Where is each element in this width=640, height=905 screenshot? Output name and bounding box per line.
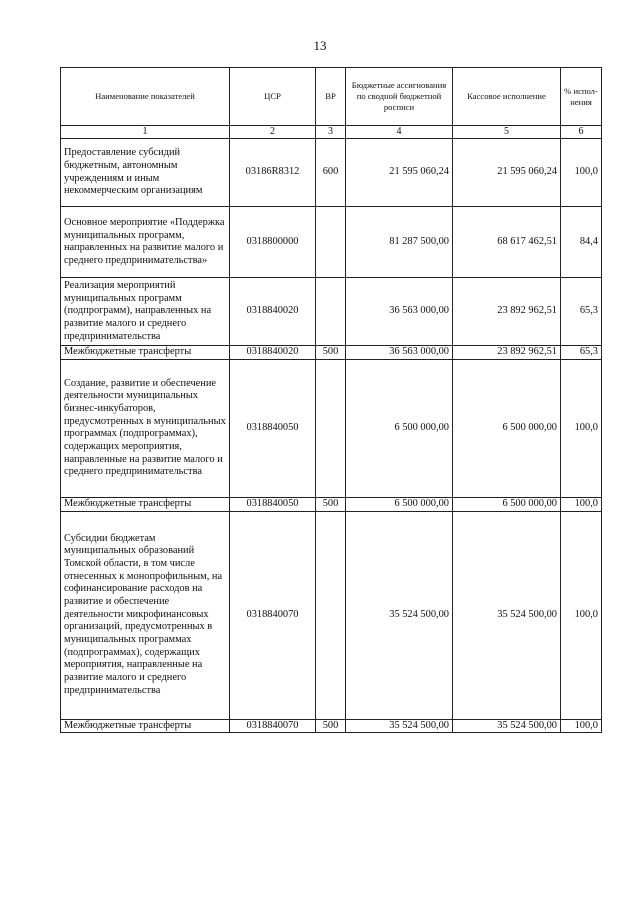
row-percent: 100,0	[561, 139, 602, 207]
row-vr	[316, 278, 346, 346]
budget-table	[60, 67, 602, 733]
row-allocation: 81 287 500,00	[346, 207, 453, 278]
column-number: 3	[316, 126, 346, 139]
header-row	[61, 68, 602, 126]
page-number: 13	[313, 38, 327, 53]
column-number: 6	[561, 126, 602, 139]
row-percent: 65,3	[561, 278, 602, 346]
row-name: Межбюджетные трансферты	[61, 497, 230, 511]
row-allocation: 6 500 000,00	[346, 497, 453, 511]
row-vr: 600	[316, 139, 346, 207]
row-cash-execution: 6 500 000,00	[453, 497, 561, 511]
header-vr: ВР	[316, 68, 346, 126]
row-percent: 100,0	[561, 511, 602, 719]
row-name: Реализация мероприятий муниципальных программ (подпрограмм), направленных на развитие малого и среднего предпринимательства	[61, 278, 230, 346]
row-percent: 100,0	[561, 719, 602, 733]
row-csr: 0318840050	[230, 359, 316, 497]
column-number: 4	[346, 126, 453, 139]
row-percent: 100,0	[561, 497, 602, 511]
table-row	[61, 278, 602, 346]
table-row	[61, 497, 602, 511]
table-row	[61, 511, 602, 719]
table-row	[61, 719, 602, 733]
header-name: Наименование показателей	[61, 68, 230, 126]
column-number: 5	[453, 126, 561, 139]
table-row	[61, 346, 602, 360]
row-allocation: 35 524 500,00	[346, 511, 453, 719]
row-cash-execution: 23 892 962,51	[453, 346, 561, 360]
row-percent: 100,0	[561, 359, 602, 497]
row-percent: 84,4	[561, 207, 602, 278]
row-name: Межбюджетные трансферты	[61, 719, 230, 733]
row-vr: 500	[316, 346, 346, 360]
header-cash-execution: Кассовое исполнение	[453, 68, 561, 126]
row-vr	[316, 207, 346, 278]
table-row	[61, 139, 602, 207]
row-csr: 0318840050	[230, 497, 316, 511]
row-name: Межбюджетные трансферты	[61, 346, 230, 360]
row-csr: 03186R8312	[230, 139, 316, 207]
row-allocation: 36 563 000,00	[346, 346, 453, 360]
row-vr	[316, 511, 346, 719]
row-name: Субсидии бюджетам муниципальных образований Томской области, в том числе отнесенных к монопрофильным, на софинансирование расходов на развитие и обеспечение деятельности микрофинансовых организаций, предусмотренных в муниципальных программах (подпрограммах), содержащих мероприятия, направленные на развитие малого и среднего предпринимательства	[61, 511, 230, 719]
row-csr: 0318840020	[230, 278, 316, 346]
row-name: Предоставление субсидий бюджетным, автономным учреждениям и иным некоммерческим организациям	[61, 139, 230, 207]
row-allocation: 35 524 500,00	[346, 719, 453, 733]
row-name: Основное мероприятие «Поддержка муниципальных программ, направленных на развитие малого и среднего предпринимательства»	[61, 207, 230, 278]
row-cash-execution: 35 524 500,00	[453, 511, 561, 719]
column-number: 1	[61, 126, 230, 139]
header-csr: ЦСР	[230, 68, 316, 126]
table-row	[61, 207, 602, 278]
row-csr: 0318840070	[230, 719, 316, 733]
column-number: 2	[230, 126, 316, 139]
row-allocation: 6 500 000,00	[346, 359, 453, 497]
row-cash-execution: 35 524 500,00	[453, 719, 561, 733]
row-allocation: 21 595 060,24	[346, 139, 453, 207]
row-allocation: 36 563 000,00	[346, 278, 453, 346]
table-row	[61, 359, 602, 497]
header-allocation: Бюджетные ассигнования по сводной бюджетной росписи	[346, 68, 453, 126]
header-percent: % испол-нения	[561, 68, 602, 126]
row-csr: 0318840070	[230, 511, 316, 719]
row-vr: 500	[316, 719, 346, 733]
row-cash-execution: 23 892 962,51	[453, 278, 561, 346]
row-percent: 65,3	[561, 346, 602, 360]
row-vr	[316, 359, 346, 497]
row-csr: 0318840020	[230, 346, 316, 360]
row-cash-execution: 21 595 060,24	[453, 139, 561, 207]
column-number-row	[61, 126, 602, 139]
row-csr: 0318800000	[230, 207, 316, 278]
row-vr: 500	[316, 497, 346, 511]
row-cash-execution: 6 500 000,00	[453, 359, 561, 497]
row-name: Создание, развитие и обеспечение деятельности муниципальных бизнес-инкубаторов, предусмотренных в муниципальных программах (подпрограммах), содержащих мероприятия, направленные на развитие малого и среднего предпринимательства	[61, 359, 230, 497]
row-cash-execution: 68 617 462,51	[453, 207, 561, 278]
